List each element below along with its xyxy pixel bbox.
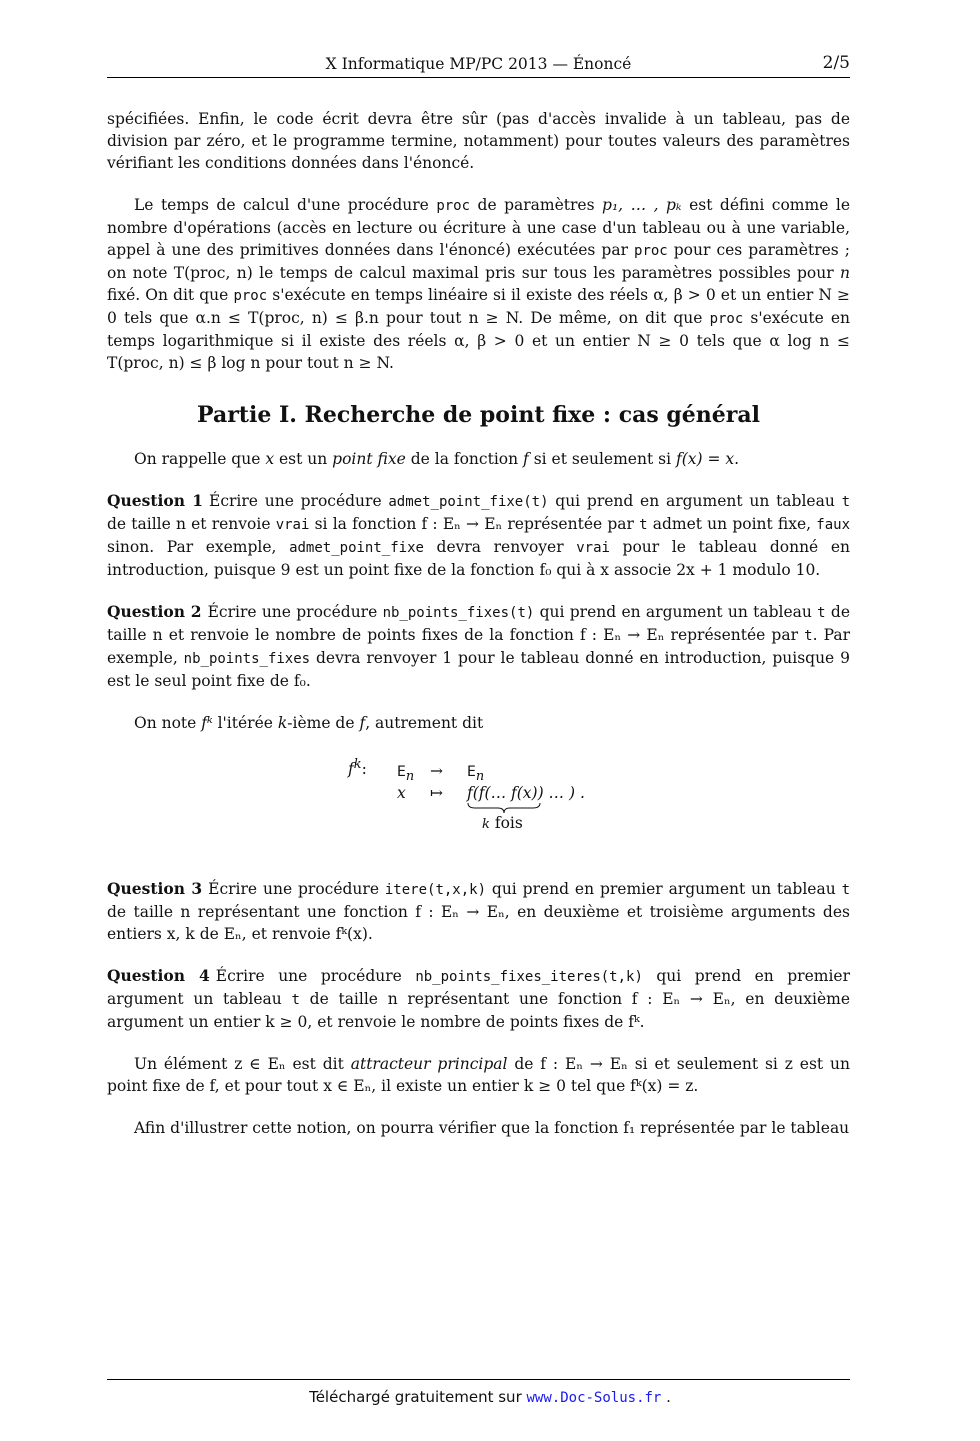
code-proc: proc <box>709 311 744 327</box>
footer-link[interactable]: www.Doc-Solus.fr <box>526 1390 662 1406</box>
code-proc: proc <box>634 243 668 259</box>
intro-paragraph-1: spécifiées. Enfin, le code écrit devra être sûr (pas d'accès invalide à un tableau, pas de division par zéro, et le programme termine, notamment) pour toutes valeurs des paramètres vérifiant les conditions données dans l'énoncé. <box>107 110 850 172</box>
closing-paragraph: Afin d'illustrer cette notion, on pourra vérifier que la fonction f₁ représentée par le tableau <box>134 1119 850 1137</box>
k-fois-label: k fois <box>482 814 523 832</box>
iterate-expression: f(f(… f(x)) … ) . <box>467 784 585 802</box>
code-proc: proc <box>233 288 268 304</box>
mapsto-arrow: ↦ <box>430 784 443 802</box>
question-1: Question 1 Écrire une procédure admet_point_fixe(t) qui prend en argument un tableau t de taille n et renvoie vrai si la fonction f : Eₙ → Eₙ représentée par t admet un point fixe, faux sinon. Par exemple, admet_point_fixe devra renvoyer vrai pour le tableau donné en introduction, puisque 9 est un point fixe de la fonction f₀ qui à x associe 2x + 1 modulo 10. <box>107 491 851 579</box>
section-title: Partie I. Recherche de point fixe : cas général <box>197 402 760 428</box>
question-3: Question 3 Écrire une procédure itere(t,x,k) qui prend en premier argument un tableau t de taille n représentant une fonction f : Eₙ → Eₙ, en deuxième et troisième arguments des entiers x, k de Eₙ, et renvoie fᵏ(x). <box>107 879 850 943</box>
question-4-label: Question 4 <box>107 966 210 985</box>
iterate-definition <box>107 750 850 860</box>
fk-symbol: $f^k$: <box>348 757 367 779</box>
question-1-label: Question 1 <box>107 491 204 510</box>
codomain-set: $E_n$ <box>467 764 485 785</box>
variable-x: x <box>397 784 406 802</box>
question-4: Question 4 Écrire une procédure nb_points_fixes_iteres(t,k) qui prend en premier argument un tableau t de taille n représentant une fonction f : Eₙ → Eₙ, en deuxième argument un entier k ≥ 0, et renvoie le nombre de points fixes de fᵏ. <box>107 966 850 1031</box>
footer-tail: . <box>661 1388 671 1406</box>
code-proc: proc <box>436 198 471 214</box>
intro-paragraph-2: Le temps de calcul d'une procédure proc de paramètres p₁, … , pₖ est défini comme le nombre d'opérations (accès en lecture ou écriture à une case d'un tableau ou à une variable, appel à une des primitives données dans l'énoncé) exécutées par proc pour ces paramètres ; on note T(proc, n) le temps de calcul maximal pris sur tous les paramètres possibles pour n fixé. On dit que proc s'exécute en temps linéaire si il existe des réels α, β > 0 et un entier N ≥ 0 tels que α.n ≤ T(proc, n) ≤ β.n pour tout n ≥ N. De même, on dit que proc s'exécute en temps logarithmique si il existe des réels α, β > 0 et un entier N ≥ 0 tels que α log n ≤ T(proc, n) ≤ β log n pour tout n ≥ N. <box>107 196 850 372</box>
page-header <box>107 55 850 78</box>
domain-set: $E_n$ <box>397 764 415 785</box>
page-footer <box>0 1388 980 1406</box>
iterate-intro: On note fᵏ l'itérée k-ième de f, autrement dit <box>134 714 484 732</box>
document-body <box>107 108 850 1159</box>
attractor-paragraph: Un élément z ∈ Eₙ est dit attracteur principal de f : Eₙ → Eₙ si et seulement si z est un point fixe de f, et pour tout x ∈ Eₙ, il existe un entier k ≥ 0 tel que fᵏ(x) = z. <box>107 1055 851 1095</box>
page-number: 2/5 <box>822 53 850 73</box>
question-3-label: Question 3 <box>107 879 203 898</box>
maps-to-arrow: → <box>430 762 443 780</box>
header-title: X Informatique MP/PC 2013 — Énoncé <box>325 55 632 73</box>
question-2: Question 2 Écrire une procédure nb_points_fixes(t) qui prend en argument un tableau t de taille n et renvoie le nombre de points fixes de la fonction f : Eₙ → Eₙ représentée par t. Par exemple, nb_points_fixes devra renvoyer 1 pour le tableau donné en introduction, puisque 9 est le seul point fixe de f₀. <box>107 602 851 690</box>
footer-text: Téléchargé gratuitement sur <box>309 1388 527 1406</box>
footer-rule <box>107 1379 850 1380</box>
question-2-label: Question 2 <box>107 602 202 621</box>
recall-paragraph: On rappelle que x est un point fixe de la fonction f si et seulement si f(x) = x. <box>134 450 740 468</box>
